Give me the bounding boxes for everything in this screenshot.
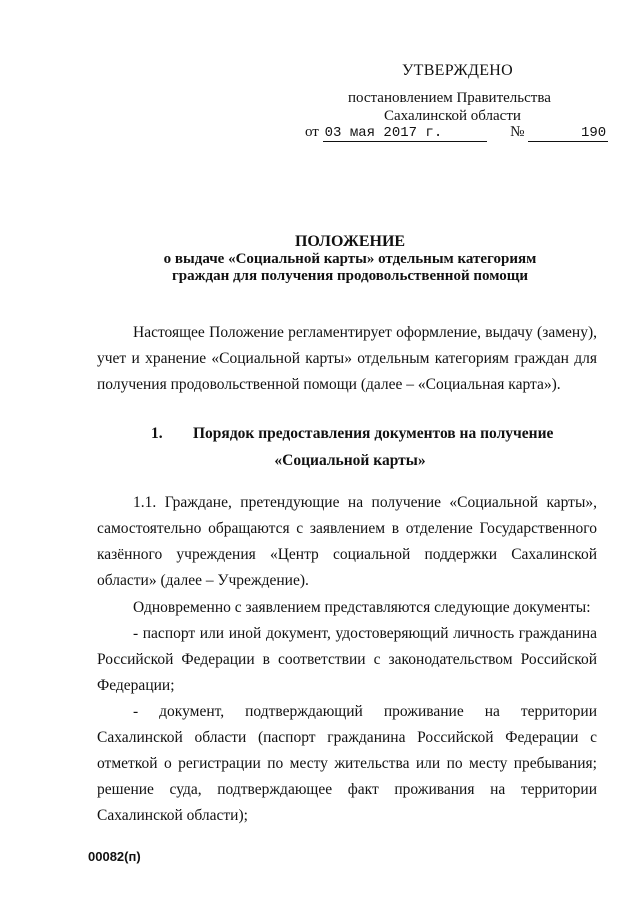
footer-code: 00082(п) [88, 849, 141, 864]
approved-label: УТВЕРЖДЕНО [402, 62, 514, 79]
date-prefix: от [305, 124, 319, 140]
paragraph-residence [97, 699, 597, 829]
paragraph-1-1 [97, 490, 597, 594]
paragraph-documents-text: Одновременно с заявлением представляются следующие документы: [133, 599, 591, 616]
section-1-number: 1. [151, 425, 163, 442]
section-1-heading-line-1: Порядок предоставления документов на получение [193, 425, 554, 442]
paragraph-documents [97, 595, 597, 621]
paragraph-residence-text: - документ, подтверждающий проживание на территории Сахалинской области (паспорт гражданина Российской Федерации с отметкой о регистрации по месту жительства или по месту пребывания; решение суда, подтверждающее факт проживания на территории Сахалинской области); [97, 703, 597, 824]
decree-line-2: Сахалинской области [384, 108, 521, 124]
paragraph-passport [97, 621, 597, 699]
document-subtitle-line-1: о выдаче «Социальной карты» отдельным категориям [163, 251, 537, 267]
decree-line-1: постановлением Правительства [348, 90, 551, 106]
intro-text: Настоящее Положение регламентирует оформление, выдачу (замену), учет и хранение «Социальной карты» отдельным категориям граждан для получения продовольственной помощи (далее – «Социальная карта»). [97, 324, 597, 393]
number-sign: № [510, 124, 525, 140]
paragraph-passport-text: - паспорт или иной документ, удостоверяющий личность гражданина Российской Федерации в соответствии с законодательством Российской Федерации; [97, 625, 597, 694]
document-title: ПОЛОЖЕНИЕ [294, 233, 406, 250]
document-subtitle-line-2: граждан для получения продовольственной помощи [171, 268, 529, 284]
intro-paragraph [97, 320, 597, 398]
paragraph-1-1-text: 1.1. Граждане, претендующие на получение «Социальной карты», самостоятельно обращаются с заявлением в отделение Государственного казённого учреждения «Центр социальной поддержки Сахалинской области» (далее – Учреждение). [97, 494, 597, 589]
decree-date: 03 мая 2017 г. [323, 125, 487, 142]
section-1-heading-line-2: «Социальной карты» [274, 452, 426, 469]
decree-number: 190 [528, 125, 608, 142]
decree-date-number [305, 124, 608, 142]
